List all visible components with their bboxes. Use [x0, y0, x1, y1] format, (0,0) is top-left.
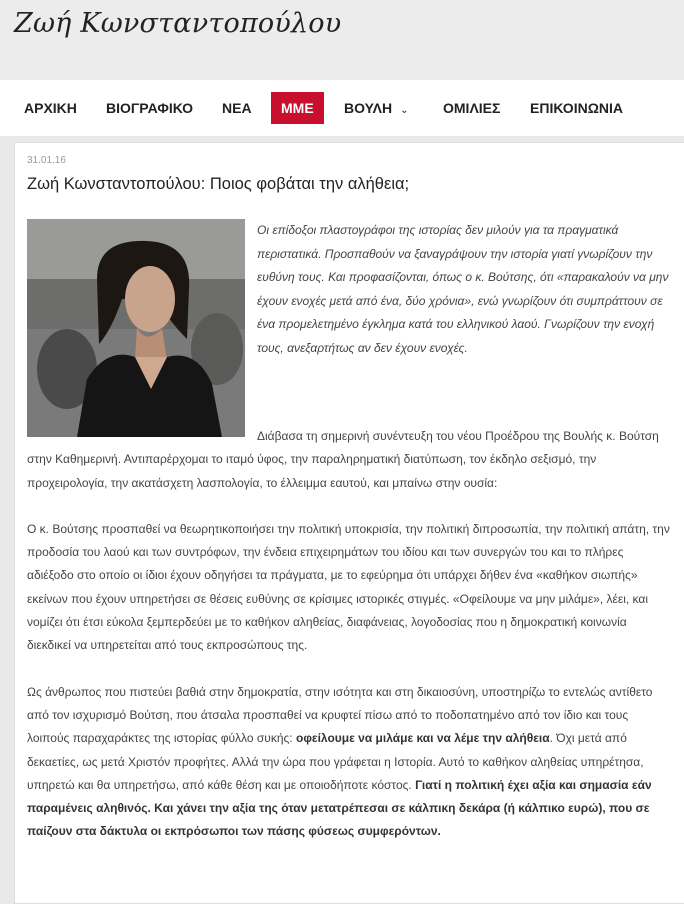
paragraph-text: . Όχι μετά από δεκαετίες, ως μετά Χριστόν προφήτες. Αλλά την ώρα που γράφεται η Ιστορία. Αυτό το καθήκον αληθείας υπηρέτησα, υπηρετώ και θα υπηρετήσω, από κάθε θέση και με οποιοδήποτε κόστος.	[27, 731, 644, 792]
paragraph-text: Διάβασα τη σημερινή συνέντευξη του νέου Προέδρου της Βουλής κ. Βούτση στην Καθημερινή. Αντιπαρέρχομαι το ιταμό ύφος, την παραληρηματική διατύπωση, τον έκδηλο σεξισμό, την προχειρολογία, την ακατάσχετη λασπολογία, το έλλειμμα εαυτού, και μπαίνω στην ουσία:	[27, 429, 659, 490]
nav-item-biography[interactable]: ΒΙΟΓΡΑΦΙΚΟ	[106, 100, 194, 116]
paragraph	[27, 681, 671, 844]
nav-item-speeches[interactable]: ΟΜΙΛΙΕΣ	[443, 100, 501, 116]
post-lead: Οι επίδοξοι πλαστογράφοι της ιστορίας δεν μιλούν για τα πραγματικά περιστατικά. Προσπαθούν να ξαναγράψουν την ιστορία γιατί γνωρίζουν την ευθύνη τους. Και προφασίζονται, όπως ο κ. Βούτσης, ότι «παρακαλούν να μην έχουν ενοχές μετά από ένα, δύο χρόνια», ενώ γνωρίζουν ότι συμπράττουν σε ένα προμελετημένο έγκλημα κατά του ελληνικού λαού. Γνωρίζουν την ενοχή τους, ανεξαρτήτως αν δεν έχουν ενοχές.	[257, 223, 669, 355]
post-card	[14, 142, 684, 904]
nav-item-parliament-label: ΒΟΥΛΗ	[344, 100, 393, 116]
bold-text: οφείλουμε να μιλάμε και να λέμε την αλήθεια	[295, 731, 550, 746]
nav-item-contact[interactable]: ΕΠΙΚΟΙΝΩΝΙΑ	[530, 100, 624, 116]
paragraph: Ο κ. Βούτσης προσπαθεί να θεωρητικοποιήσει την πολιτική υποκρισία, την πολιτική διπροσωπία, την πολιτική απάτη, την προδοσία του λαού και των συντρόφων, την ένδεια επιχειρημάτων του ιδίου και των συνεργών του και το πλήρες αδιέξοδο στο οποίο οι ίδιοι έχουν οδηγήσει τα πράγματα, με το εφεύρημα ότι υπάρχει δήθεν ένα «καθήκον σιωπής» εκείνων που έχουν υπηρετήσει σε θέσεις ευθύνης σε κρίσιμες ιστορικές στιγμές. «Οφείλουμε να μην μιλάμε», λέει, και νομίζει ότι έτσι εύκολα ξεμπερδεύει με το καθήκον αληθείας, διαφάνειας, λογοδοσίας που η δημοκρατική κοινωνία διεκδικεί να υπηρετείται από τους εκπροσώπους της.	[27, 521, 670, 653]
post-photo	[27, 219, 245, 437]
main-nav	[0, 80, 684, 136]
nav-item-home[interactable]: ΑΡΧΙΚΗ	[24, 100, 77, 116]
bold-text: Γιατί η πολιτική έχει αξία και σημασία εάν παραμένεις αληθινός. Και χάνει την αξία της όταν μετατρέπεσαι σε κάλπικη δεκάρα (ή κάλπικο ευρώ), που σε παίζουν στα δάκτυλα οι εκπρόσωποι των πάσης φύσεως συμφερόντων.	[27, 777, 652, 839]
chevron-down-icon: ⌄	[400, 105, 409, 116]
paragraph-text: Ως άνθρωπος που πιστεύει βαθιά στην δημοκρατία, στην ισότητα και στη δικαιοσύνη, υποστηρίζω το εντελώς αντίθετο από τον ισχυρισμό Βούτση, που άτσαλα προσπαθεί να κρυφτεί πίσω από το ποδοπατημένο από τον ίδιο και τους λοιπούς παραχαράκτες της ιστορίας φύλλο συκής:	[27, 684, 653, 746]
nav-item-media[interactable]: ΜΜΕ	[271, 92, 324, 124]
site-header	[0, 0, 684, 81]
site-title[interactable]: Ζωή Κωνσταντοπούλου	[14, 8, 342, 39]
post-title[interactable]: Ζωή Κωνσταντοπούλου: Ποιος φοβάται την αλήθεια;	[27, 175, 410, 193]
post-body	[27, 425, 671, 867]
nav-item-parliament[interactable]	[334, 92, 419, 124]
post-date: 31.01.16	[27, 155, 66, 166]
paragraph	[27, 425, 671, 495]
portrait-image	[27, 219, 245, 437]
nav-item-news[interactable]: ΝΕΑ	[222, 100, 252, 116]
